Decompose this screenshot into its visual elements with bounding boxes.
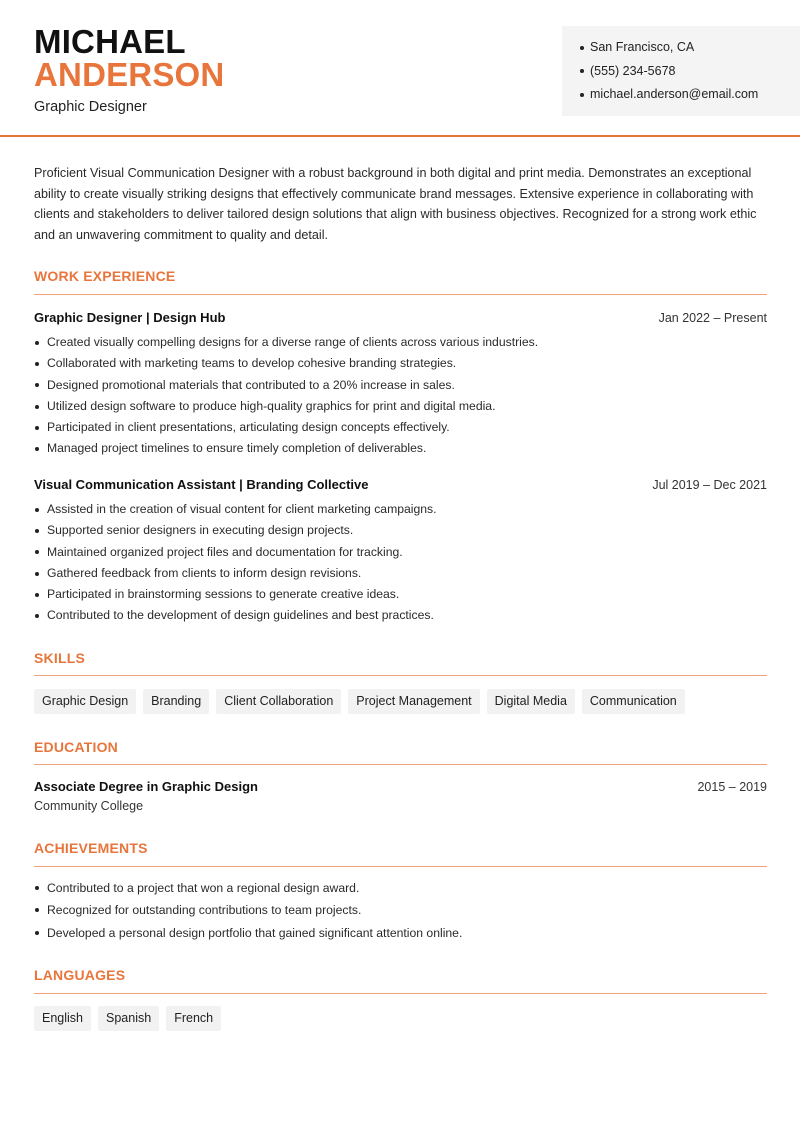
bullet-icon [35, 508, 39, 512]
list-item-text: Utilized design software to produce high-quality graphics for print and digital media. [47, 398, 496, 413]
section-title-achievements: ACHIEVEMENTS [34, 840, 148, 856]
list-item-text: Supported senior designers in executing design projects. [47, 523, 354, 538]
list-item [34, 877, 767, 899]
skill-chip: Branding [143, 689, 209, 714]
list-item [34, 353, 767, 374]
list-item-text: Maintained organized project files and documentation for tracking. [47, 544, 403, 559]
contact-phone-text: (555) 234-5678 [590, 63, 676, 78]
last-name: ANDERSON [34, 56, 225, 93]
bullet-icon [35, 572, 39, 576]
bullet-icon [35, 341, 39, 345]
languages-list [34, 1006, 221, 1031]
list-item [34, 605, 767, 626]
section-title-skills: SKILLS [34, 650, 85, 666]
contact-email-text: michael.anderson@email.com [590, 87, 759, 101]
bullet-icon [35, 405, 39, 409]
education-dates: 2015 – 2019 [697, 780, 767, 794]
contact-email [580, 83, 800, 107]
list-item [34, 438, 767, 459]
contact-location-text: San Francisco, CA [590, 40, 695, 54]
list-item [34, 417, 767, 438]
list-item [34, 563, 767, 584]
school-name: Community College [34, 799, 144, 813]
list-item [34, 332, 767, 353]
contact-location [580, 36, 800, 60]
list-item-text: Managed project timelines to ensure timely completion of deliverables. [47, 441, 427, 456]
list-item [34, 520, 767, 541]
bullet-icon [35, 447, 39, 451]
list-item [34, 922, 767, 944]
list-item [34, 396, 767, 417]
list-item-text: Collaborated with marketing teams to develop cohesive branding strategies. [47, 356, 457, 371]
bullet-icon [35, 593, 39, 597]
list-item-text: Gathered feedback from clients to inform design revisions. [47, 565, 362, 580]
section-divider [34, 993, 767, 994]
resume-header [0, 0, 800, 137]
contact-phone [580, 60, 800, 84]
list-item-text: Developed a personal design portfolio that gained significant attention online. [47, 925, 463, 940]
list-item-text: Designed promotional materials that contributed to a 20% increase in sales. [47, 377, 455, 392]
skills-list [34, 689, 685, 714]
bullet-icon [35, 529, 39, 533]
achievements-list [34, 877, 767, 944]
section-title-work: WORK EXPERIENCE [34, 268, 176, 284]
bullet-icon [35, 550, 39, 554]
list-item [34, 584, 767, 605]
bullet-icon [35, 908, 39, 912]
job-header [34, 310, 767, 325]
skill-chip: Client Collaboration [216, 689, 341, 714]
list-item-text: Contributed to a project that won a regional design award. [47, 881, 360, 895]
section-divider [34, 764, 767, 765]
education-header [34, 779, 767, 794]
list-item-text: Recognized for outstanding contributions to team projects. [47, 903, 362, 918]
list-item-text: Contributed to the development of design guidelines and best practices. [47, 608, 434, 623]
list-item [34, 542, 767, 563]
language-chip: Spanish [98, 1006, 159, 1031]
bullet-icon [35, 426, 39, 430]
list-item-text: Participated in client presentations, articulating design concepts effectively. [47, 420, 450, 435]
first-name: MICHAEL [34, 23, 186, 60]
skill-chip: Digital Media [487, 689, 575, 714]
job-role: Visual Communication Assistant | Branding Collective [34, 477, 369, 492]
section-title-education: EDUCATION [34, 739, 118, 755]
section-divider [34, 675, 767, 676]
section-divider [34, 294, 767, 295]
job-title: Graphic Designer [34, 99, 147, 115]
bullet-icon [580, 93, 584, 97]
degree-title: Associate Degree in Graphic Design [34, 779, 258, 794]
job-header [34, 477, 767, 492]
bullet-icon [580, 69, 584, 73]
section-title-languages: LANGUAGES [34, 967, 126, 983]
job-dates: Jul 2019 – Dec 2021 [652, 478, 767, 492]
job-bullets [34, 332, 767, 460]
list-item-text: Assisted in the creation of visual content for client marketing campaigns. [47, 502, 437, 516]
bullet-icon [35, 383, 39, 387]
language-chip: English [34, 1006, 91, 1031]
job-bullets [34, 499, 767, 627]
skill-chip: Project Management [348, 689, 479, 714]
skill-chip: Communication [582, 689, 685, 714]
language-chip: French [166, 1006, 221, 1031]
skill-chip: Graphic Design [34, 689, 136, 714]
list-item [34, 375, 767, 396]
list-item-text: Created visually compelling designs for a diverse range of clients across various industries. [47, 335, 539, 349]
list-item [34, 899, 767, 921]
job-dates: Jan 2022 – Present [658, 311, 767, 325]
bullet-icon [35, 886, 39, 890]
bullet-icon [35, 614, 39, 618]
summary: Proficient Visual Communication Designer with a robust background in both digital and print media. Demonstrates an exceptional ability to create visually striking designs that effectively communicate brand messages. Extensive experience in collaborating with clients and stakeholders to deliver tailored design solutions that align with business objectives. Recognized for a strong work ethic and an unwavering commitment to quality and detail. [34, 166, 757, 242]
contact-box [562, 26, 800, 116]
list-item-text: Participated in brainstorming sessions to generate creative ideas. [47, 587, 400, 602]
job-role: Graphic Designer | Design Hub [34, 310, 226, 325]
bullet-icon [35, 931, 39, 935]
bullet-icon [35, 362, 39, 366]
list-item [34, 499, 767, 520]
section-divider [34, 866, 767, 867]
bullet-icon [580, 46, 584, 50]
